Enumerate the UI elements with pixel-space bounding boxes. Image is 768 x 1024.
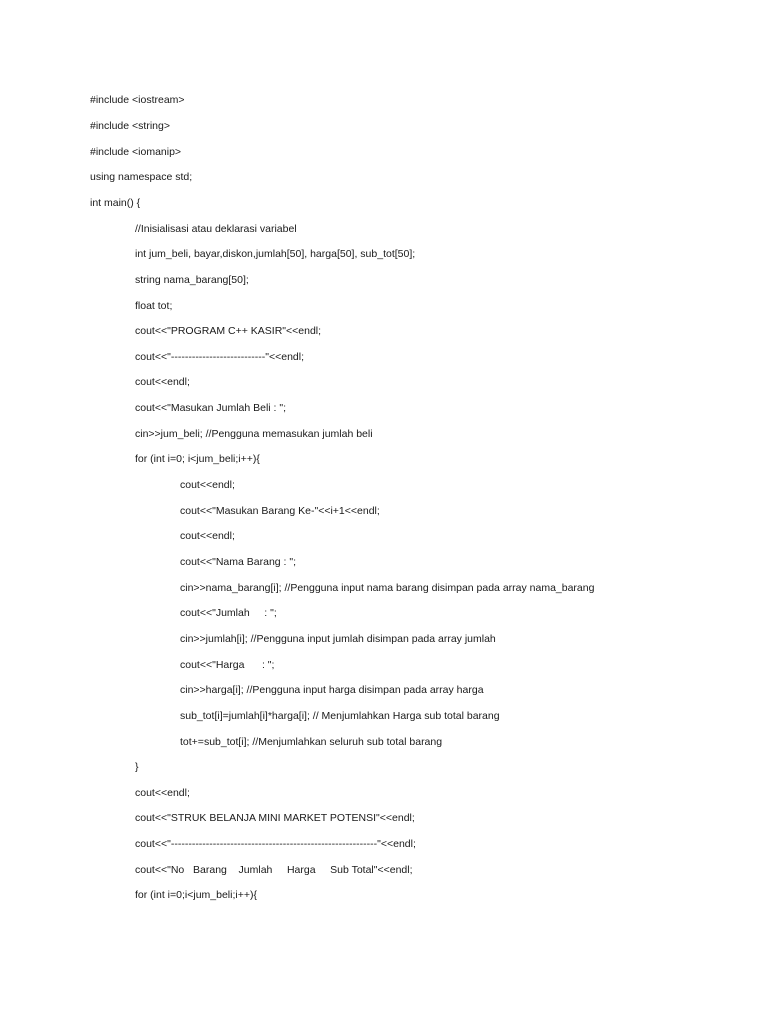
code-line: cin>>harga[i]; //Pengguna input harga disimpan pada array harga — [180, 684, 484, 696]
code-line: cout<<endl; — [180, 530, 235, 542]
code-line: cout<<"-----------------------------------------------------------"<<endl; — [135, 838, 416, 850]
code-line: float tot; — [135, 300, 173, 312]
code-line: } — [135, 761, 139, 773]
code-line: for (int i=0; i<jum_beli;i++){ — [135, 453, 260, 465]
code-line: cout<<"PROGRAM C++ KASIR"<<endl; — [135, 325, 322, 337]
code-line: cout<<"---------------------------"<<endl; — [135, 351, 305, 363]
code-line: #include <iomanip> — [90, 146, 182, 158]
code-line: cout<<"STRUK BELANJA MINI MARKET POTENSI"<<endl; — [135, 812, 415, 824]
code-line: cout<<endl; — [135, 787, 190, 799]
code-line: for (int i=0;i<jum_beli;i++){ — [135, 889, 257, 901]
code-line: cout<<endl; — [135, 376, 190, 388]
code-line: cin>>jum_beli; //Pengguna memasukan jumlah beli — [135, 428, 373, 440]
code-line: int jum_beli, bayar,diskon,jumlah[50], harga[50], sub_tot[50]; — [135, 248, 416, 260]
code-line: cout<<"Jumlah : "; — [180, 607, 277, 619]
code-line: cout<<"Nama Barang : "; — [180, 556, 297, 568]
code-line: cout<<"Harga : "; — [180, 659, 275, 671]
code-line: cin>>nama_barang[i]; //Pengguna input nama barang disimpan pada array nama_barang — [180, 582, 595, 594]
code-line: cout<<"Masukan Jumlah Beli : "; — [135, 402, 287, 414]
code-line: using namespace std; — [90, 171, 193, 183]
code-line: #include <iostream> — [90, 94, 185, 106]
code-line: sub_tot[i]=jumlah[i]*harga[i]; // Menjumlahkan Harga sub total barang — [180, 710, 500, 722]
code-line: cout<<endl; — [180, 479, 235, 491]
code-line: cout<<"No Barang Jumlah Harga Sub Total"<<endl; — [135, 864, 413, 876]
code-line: tot+=sub_tot[i]; //Menjumlahkan seluruh sub total barang — [180, 736, 443, 748]
code-line: int main() { — [90, 197, 141, 209]
code-line: #include <string> — [90, 120, 170, 132]
code-line: //Inisialisasi atau deklarasi variabel — [135, 223, 297, 235]
code-line: cin>>jumlah[i]; //Pengguna input jumlah disimpan pada array jumlah — [180, 633, 496, 645]
code-line: cout<<"Masukan Barang Ke-"<<i+1<<endl; — [180, 505, 380, 517]
code-line: string nama_barang[50]; — [135, 274, 249, 286]
